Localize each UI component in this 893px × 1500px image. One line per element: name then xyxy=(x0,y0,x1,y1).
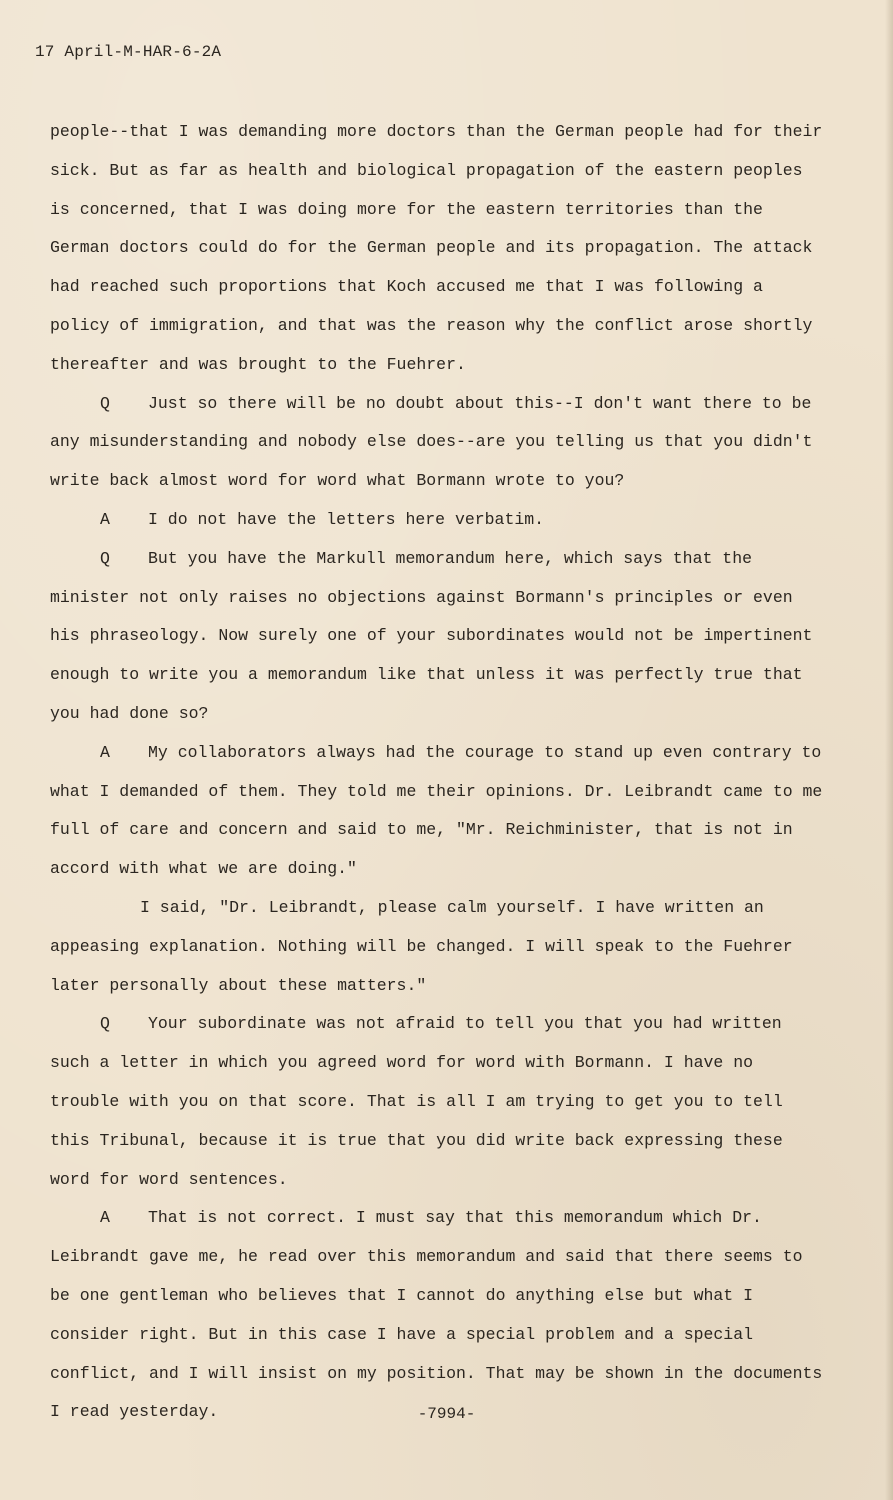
paragraph-text: I said, "Dr. Leibrandt, please calm yourself. I have written an appeasing explanation. Nothing will be changed. I will speak to the Fuehrer later personally about these matters." xyxy=(50,897,793,995)
paragraph-text: But you have the Markull memorandum here, which says that the minister not only raises no objections against Bormann's principles or even his phraseology. Now surely one of your subordinates would not be impertinent enough to write you a memorandum like that unless it was perfectly true that you had done so? xyxy=(50,548,813,723)
speaker-label: A xyxy=(100,742,110,762)
speaker-label: A xyxy=(100,1208,110,1228)
answer-paragraph xyxy=(40,501,830,540)
paragraph-text: My collaborators always had the courage to stand up even contrary to what I demanded of them. They told me their opinions. Dr. Leibrandt came to me full of care and concern and said to me, "Mr. Reichminister, that is not in accord with what we are doing." xyxy=(50,742,823,879)
paper-edge-shadow xyxy=(885,0,893,1500)
answer-paragraph xyxy=(40,1199,830,1432)
speaker-label: Q xyxy=(100,393,110,413)
speaker-label: Q xyxy=(100,1014,110,1034)
question-paragraph xyxy=(40,1005,830,1199)
answer-paragraph xyxy=(40,734,830,889)
transcript-body xyxy=(40,113,830,1432)
paragraph-text: Just so there will be no doubt about this--I don't want there to be any misunderstanding and nobody else does--are you telling us that you didn't write back almost word for word what Bormann wrote to you? xyxy=(50,393,813,491)
continuation-paragraph xyxy=(40,889,830,1005)
question-paragraph xyxy=(40,540,830,734)
paragraph-text: people--that I was demanding more doctors than the German people had for their sick. But as far as health and biological propagation of the eastern peoples is concerned, that I was doing more for the eastern territories than the German doctors could do for the German people and its propagation. The attack had reached such proportions that Koch accused me that I was following a policy of immigration, and that was the reason why the conflict arose shortly thereafter and was brought to the Fuehrer. xyxy=(50,122,823,374)
speaker-label: Q xyxy=(100,548,110,568)
paragraph-text: I do not have the letters here verbatim. xyxy=(148,509,545,529)
paragraph-1 xyxy=(40,113,830,385)
speaker-label: A xyxy=(100,509,110,529)
paragraph-text: Your subordinate was not afraid to tell you that you had written such a letter in which you agreed word for word with Bormann. I have no trouble with you on that score. That is all I am trying to get you to tell this Tribunal, because it is true that you did write back expressing these word for word sentences. xyxy=(50,1014,783,1189)
question-paragraph xyxy=(40,385,830,501)
paragraph-text: That is not correct. I must say that this memorandum which Dr. Leibrandt gave me, he read over this memorandum and said that there seems to be one gentleman who believes that I cannot do anything else but what I consider right. But in this case I have a special problem and a special conflict, and I will insist on my position. That may be shown in the documents I read yesterday. xyxy=(50,1208,823,1422)
page-number: -7994- xyxy=(417,1405,476,1423)
document-reference: 17 April-M-HAR-6-2A xyxy=(35,43,222,61)
